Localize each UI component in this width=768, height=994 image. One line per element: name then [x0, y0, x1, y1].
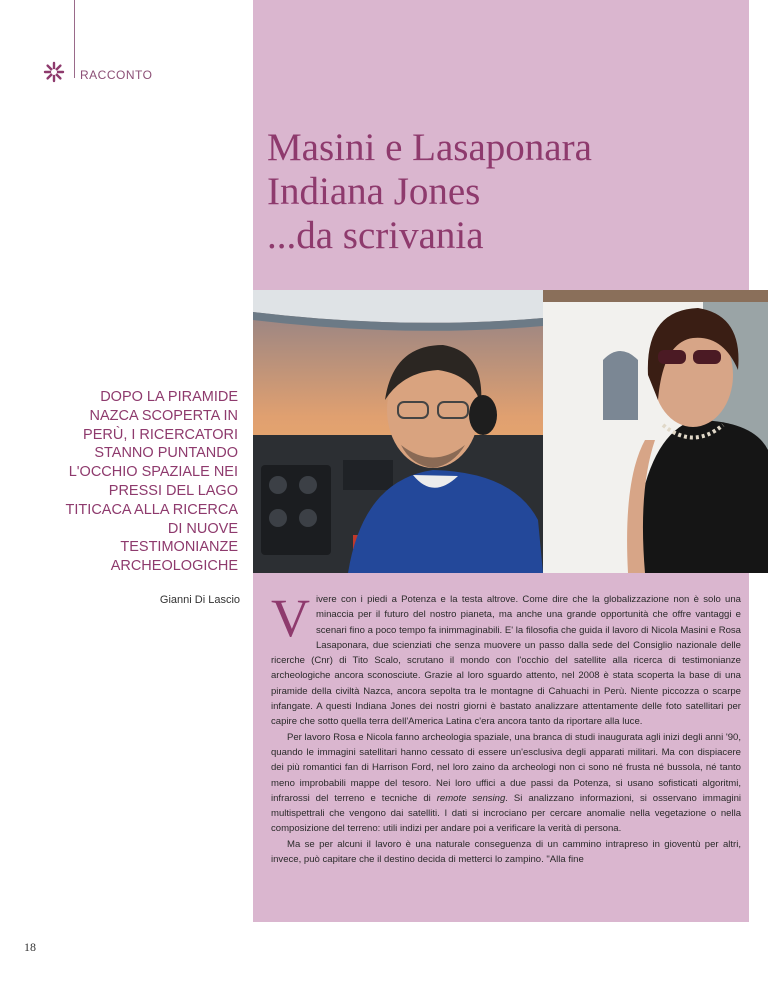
paragraph-2-text-a: Per lavoro Rosa e Nicola fanno archeologia spaziale, una branca di studi inaugurata agli inizi degli anni '90, quando le immagini satellitari hanno cessato di essere un'esclusiva degli apparati militari. Ma con dispiacere dei più romantici fan di Harrison Ford, nel loro zaino da archeologi non ci sono né frusta né bussola, né tanto meno improbabili mappe del tesoro. Nei loro uffici a due passi da Potenza, si usano sofisticati algoritmi, infrarossi del terreno e tecniche di [271, 731, 741, 804]
paragraph-2-text-b: . Si analizzano informazioni, si osservano immagini multispettrali che vengono dai satelliti. I dati si incrociano per cercare anomalie nella vegetazione o nella composizione del terreno: utili indizi per andare poi a verificare la verità di persona. [271, 792, 742, 835]
article-title [267, 126, 737, 258]
section-header [42, 60, 152, 89]
article-subhead: DOPO LA PIRAMIDE NAZCA SCOPERTA IN PERÙ, I RICERCATORI STANNO PUNTANDO L'OCCHIO SPAZIALE NEI PRESSI DEL LAGO TITICACA ALLA RICERCA DI NUOVE TESTIMONIANZE ARCHEOLOGICHE [65, 389, 238, 575]
article-paragraph-3: Ma se per alcuni il lavoro è una naturale conseguenza di un cammino intrapreso in gioventù per altri, invece, può capitare che il destino decida di metterci lo zampino. "Alla fine [271, 838, 741, 866]
photo-strip [253, 290, 768, 573]
photo-illustration [253, 290, 768, 573]
author-byline: Gianni Di Lascio [159, 594, 240, 606]
drop-cap: V [271, 588, 310, 648]
page-number: 18 [24, 940, 36, 954]
article-paragraph-2 [271, 730, 741, 837]
article-body [271, 588, 742, 867]
title-line-3: ...da scrivania [267, 214, 484, 257]
section-label: RACCONTO [80, 67, 153, 82]
asterisk-flower-icon [42, 60, 66, 89]
title-line-1: Masini e Lasaponara [267, 126, 592, 169]
paragraph-1-text: ivere con i piedi a Potenza e la testa altrove. Come dire che la globalizzazione non è solo una minaccia per il futuro del nostro pianeta, ma anche una grande opportunità che offre vantaggi e scenari fino a poco tempo fa inimmaginabili. E' la filosofia che guida il lavoro di Nicola Masini e Rosa Lasaponara, due scienziati che senza muovere un passo dalla sede del Consiglio nazionale delle ricerche (Cnr) di Tito Scalo, scrutano il mondo con l'occhio del satellite alla ricerca di testimonianze archeologiche ancora sconosciute. Grazie al loro sguardo attento, nel 2008 è stata scoperta la base di una piramide della civiltà Nazca, ancora sepolta tra le montagne di Cahuachi in Perù. Niente piccozza o scarpe infangate. A questi Indiana Jones dei nostri giorni è bastato analizzare attentamente delle foto satellitari per capire che sotto quella terra dell'America Latina c'era ancora tanto da riportare alla luce. [271, 594, 741, 728]
article-paragraph-1 [271, 588, 741, 730]
title-line-2: Indiana Jones [267, 170, 481, 213]
paragraph-2-emphasis: remote sensing [436, 792, 506, 804]
